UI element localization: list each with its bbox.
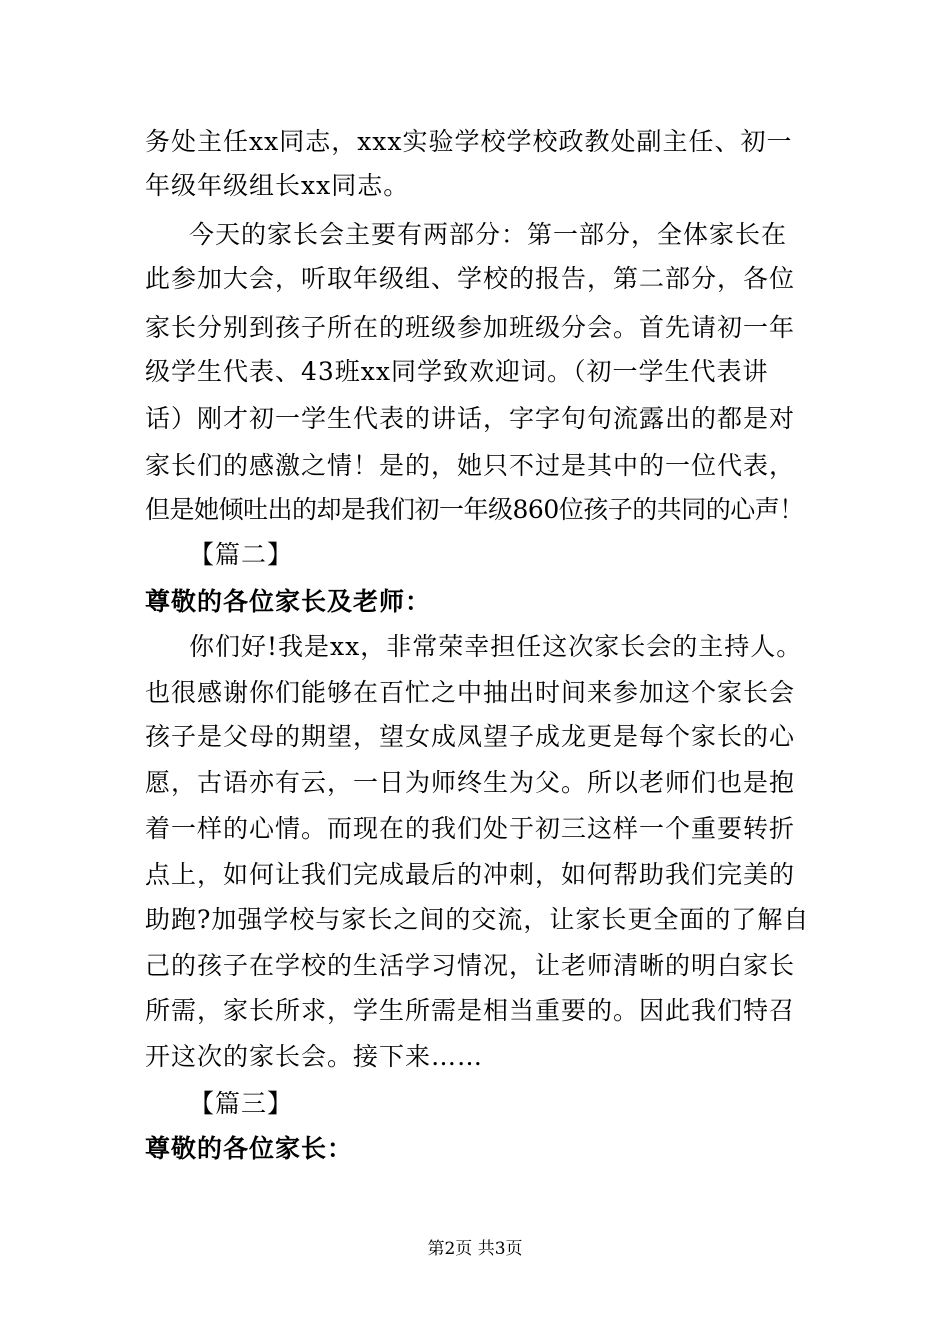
text-line: 开这次的家长会。接下来…… xyxy=(145,1042,484,1071)
text-line: 务处主任xx同志，xxx实验学校学校政教处副主任、初一 xyxy=(145,127,793,156)
text-line: 所需，家长所求，学生所需是相当重要的。因此我们特召 xyxy=(145,996,796,1025)
salutation-heading: 尊敬的各位家长： xyxy=(145,1134,354,1163)
text-line: 助跑?加强学校与家长之间的交流，让家长更全面的了解自 xyxy=(145,905,810,934)
page-footer xyxy=(0,1237,950,1261)
section-label: 【篇二】 xyxy=(189,540,294,569)
text-line: 年级年级组长xx同志。 xyxy=(145,171,410,200)
text-line: 孩子是父母的期望，望女成凤望子成龙更是每个家长的心 xyxy=(145,722,796,751)
section-label: 【篇三】 xyxy=(189,1089,294,1118)
text-line: 愿，古语亦有云，一日为师终生为父。所以老师们也是抱 xyxy=(145,768,796,797)
text-line: 家长分别到孩子所在的班级参加班级分会。首先请初一年 xyxy=(145,313,796,342)
text-line: 你们好!我是xx，非常荣幸担任这次家长会的主持人。 xyxy=(189,632,803,661)
text-line: 此参加大会，听取年级组、学校的报告，第二部分，各位 xyxy=(145,264,796,293)
salutation-heading: 尊敬的各位家长及老师： xyxy=(145,587,432,616)
text-line: 己的孩子在学校的生活学习情况，让老师清晰的明白家长 xyxy=(145,951,796,980)
text-line: 着一样的心情。而现在的我们处于初三这样一个重要转折 xyxy=(145,814,796,843)
text-line: 级学生代表、43班xx同学致欢迎词。（初一学生代表讲 xyxy=(145,357,769,386)
text-line: 点上，如何让我们完成最后的冲刺，如何帮助我们完美的 xyxy=(145,860,796,889)
text-line: 也很感谢你们能够在百忙之中抽出时间来参加这个家长会 xyxy=(145,678,796,707)
page-number: 第2页 共3页 xyxy=(427,1239,523,1259)
text-line: 话）刚才初一学生代表的讲话，字字句句流露出的都是对 xyxy=(145,404,796,433)
text-line: 家长们的感激之情！是的，她只不过是其中的一位代表， xyxy=(145,451,796,480)
text-line: 今天的家长会主要有两部分：第一部分，全体家长在 xyxy=(189,220,788,249)
text-line: 但是她倾吐出的却是我们初一年级860位孩子的共同的心声！ xyxy=(145,495,804,524)
